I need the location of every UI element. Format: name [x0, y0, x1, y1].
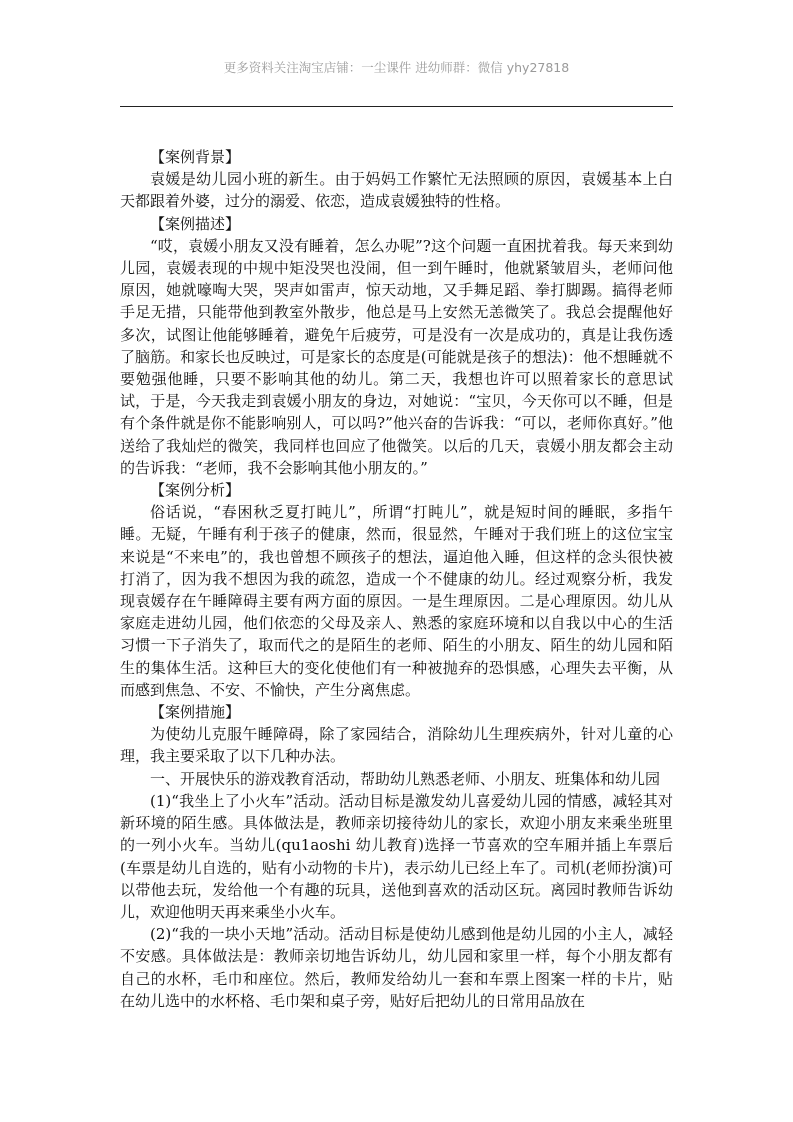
paragraph: 一、开展快乐的游戏教育活动，帮助幼儿熟悉老师、小朋友、班集体和幼儿园: [150, 769, 661, 788]
paragraph: (2)“我的一块小天地”活动。活动目标是使幼儿感到他是幼儿园的小主人，减轻不安感。具体做法是：教师亲切地告诉幼儿，幼儿园和家里一样，每个小朋友都有自己的水杯，毛巾和座位。然后，教师发给幼儿一套和车票上图案一样的卡片，贴在幼儿选中的水杯格、毛巾架和桌子旁，贴好后把幼儿的日常用品放在: [120, 925, 673, 1010]
section-heading-analysis: 【案例分析】: [150, 481, 241, 500]
document-body: [120, 146, 673, 1012]
page-header: 更多资料关注淘宝店铺：一尘课件 进幼师群：微信 yhy27818: [223, 60, 570, 75]
header-divider: [120, 106, 673, 107]
section-heading-background: 【案例背景】: [150, 148, 241, 166]
paragraph: 袁媛是幼儿园小班的新生。由于妈妈工作繁忙无法照顾的原因，袁媛基本上白天都跟着外婆，过分的溺爱、依恋，造成袁媛独特的性格。: [120, 170, 673, 211]
section-heading-description: 【案例描述】: [150, 214, 241, 233]
paragraph: (1)“我坐上了小火车”活动。活动目标是激发幼儿喜爱幼儿园的情感，减轻其对新环境的陌生感。具体做法是，教师亲切接待幼儿的家长，欢迎小朋友来乘坐班里的一列小火车。当幼儿(qu1aoshi 幼儿教育)选择一节喜欢的空车厢并插上车票后(车票是幼儿自选的，贴有小动物的卡片)，表示幼儿已经上车了。司机(老师扮演)可以带他去玩，发给他一个有趣的玩具，送他到喜欢的活动区玩。离园时教师告诉幼儿，欢迎他明天再来乘坐小火车。: [120, 791, 673, 921]
paragraph: “哎，袁媛小朋友又没有睡着，怎么办呢”?这个问题一直困扰着我。每天来到幼儿园，袁媛表现的中规中矩没哭也没闹，但一到午睡时，他就紧皱眉头，老师问他原因，她就嚎啕大哭，哭声如雷声，惊天动地，又手舞足蹈、拳打脚踢。搞得老师手足无措，只能带他到教室外散步，他总是马上安然无恙微笑了。我总会提醒他好多次，试图让他能够睡着，避免午后疲劳，可是没有一次是成功的，真是让我伤透了脑筋。和家长也反映过，可是家长的态度是(可能就是孩子的想法)：他不想睡就不要勉强他睡，只要不影响其他的幼儿。第二天，我想也许可以照着家长的意思试试，于是，今天我走到袁媛小朋友的身边，对她说：“宝贝，今天你可以不睡，但是有个条件就是你不能影响别人，可以吗?”他兴奋的告诉我：“可以，老师你真好。”他送给了我灿烂的微笑，我同样也回应了他微笑。以后的几天，袁媛小朋友都会主动的告诉我：“老师，我不会影响其他小朋友的。”: [120, 236, 673, 477]
paragraph: 俗话说，“春困秋乏夏打盹儿”，所谓“打盹儿”，就是短时间的睡眠，多指午睡。无疑，午睡有利于孩子的健康，然而，很显然，午睡对于我们班上的这位宝宝来说是“不来电”的，我也曾想不顾孩子的想法，逼迫他入睡，但这样的念头很快被打消了，因为我不想因为我的疏忽，造成一个不健康的幼儿。经过观察分析，我发现袁媛存在午睡障碍主要有两方面的原因。一是生理原因。二是心理原因。幼儿从家庭走进幼儿园，他们依恋的父母及亲人、熟悉的家庭环境和以自我以中心的生活习惯一下子消失了，取而代之的是陌生的老师、陌生的小朋友、陌生的幼儿园和陌生的集体生活。这种巨大的变化使他们有一种被抛弃的恐惧感，心理失去平衡，从而感到焦急、不安、不愉快，产生分离焦虑。: [120, 503, 673, 699]
section-heading-measures: 【案例措施】: [150, 703, 241, 722]
paragraph: 为使幼儿克服午睡障碍，除了家园结合，消除幼儿生理疾病外，针对儿童的心理，我主要采取了以下几种办法。: [120, 725, 673, 766]
